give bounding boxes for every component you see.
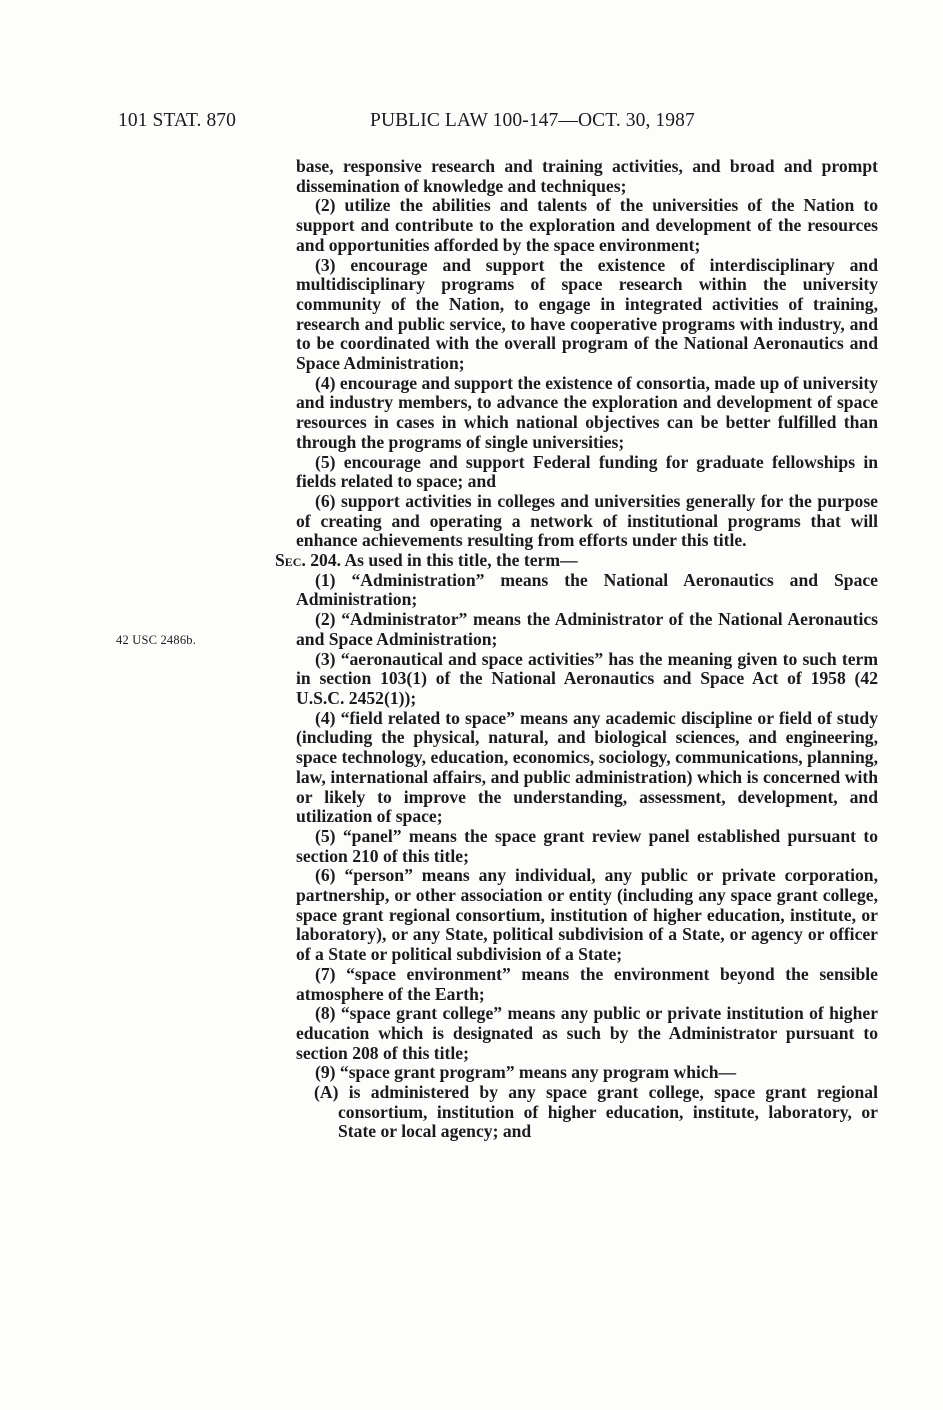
definition-9-subparagraph-a: (A) is administered by any space grant college, space grant regional consortium, institution of higher education, institute, laboratory, or State or local agency; and	[314, 1082, 878, 1142]
law-title: PUBLIC LAW 100-147—OCT. 30, 1987	[370, 110, 695, 131]
definition-2: (2) “Administrator” means the Administrator of the National Aeronautics and Space Administration;	[296, 609, 878, 649]
paragraph-continuation: base, responsive research and training activities, and broad and prompt dissemination of knowledge and techniques;	[296, 156, 878, 196]
definition-4: (4) “field related to space” means any academic discipline or field of study (including the physical, natural, and biological sciences, and engineering, space technology, education, economics, sociology, communications, planning, law, international affairs, and public administration) which is concerned with or likely to improve the understanding, assessment, development, and utilization of space;	[296, 707, 878, 827]
paragraph-6: (6) support activities in colleges and universities generally for the purpose of creating and operating a network of institutional programs that will enhance achievements resulting from efforts under this title.	[296, 490, 878, 551]
definition-5: (5) “panel” means the space grant review panel established pursuant to section 210 of this title;	[296, 825, 878, 866]
section-204-heading	[275, 550, 878, 571]
definition-8: (8) “space grant college” means any public or private institution of higher education which is designated as such by the Administrator pursuant to section 208 of this title;	[296, 1003, 878, 1063]
paragraph-2: (2) utilize the abilities and talents of the universities of the Nation to support and contribute to the exploration and development of the resources and opportunities afforded by the space environment;	[296, 195, 878, 255]
paragraph-4: (4) encourage and support the existence of consortia, made up of university and industry members, to advance the exploration and development of space resources in cases in which national objectives can be better fulfilled than through the programs of single universities;	[296, 372, 878, 452]
margin-citation: 42 USC 2486b.	[116, 633, 197, 647]
definition-9: (9) “space grant program” means any program which—	[315, 1062, 737, 1083]
page-reference: 101 STAT. 870	[118, 110, 237, 131]
section-label: Sec.	[275, 550, 306, 571]
definition-1: (1) “Administration” means the National Aeronautics and Space Administration;	[296, 569, 878, 610]
document-body	[275, 156, 878, 1142]
paragraph-3: (3) encourage and support the existence of interdisciplinary and multidisciplinary programs of space research within the university community of the Nation, to engage in integrated activities of training, research and public service, to have cooperative programs with industry, and to be coordinated with the overall program of the National Aeronautics and Space Administration;	[296, 254, 878, 374]
definition-7: (7) “space environment” means the environment beyond the sensible atmosphere of the Earth;	[296, 963, 878, 1004]
definition-3: (3) “aeronautical and space activities” has the meaning given to such term in section 103(1) of the National Aeronautics and Space Act of 1958 (42 U.S.C. 2452(1));	[296, 648, 878, 708]
definition-6: (6) “person” means any individual, any public or private corporation, partnership, or other association or entity (including any space grant college, space grant regional consortium, institution of higher education, institute, or laboratory), or any State, political subdivision of a State, or agency or officer of a State or political subdivision of a State;	[296, 865, 878, 965]
section-text: 204. As used in this title, the term—	[305, 550, 578, 571]
page-header	[118, 110, 768, 138]
paragraph-5: (5) encourage and support Federal funding for graduate fellowships in fields related to space; and	[296, 451, 878, 492]
